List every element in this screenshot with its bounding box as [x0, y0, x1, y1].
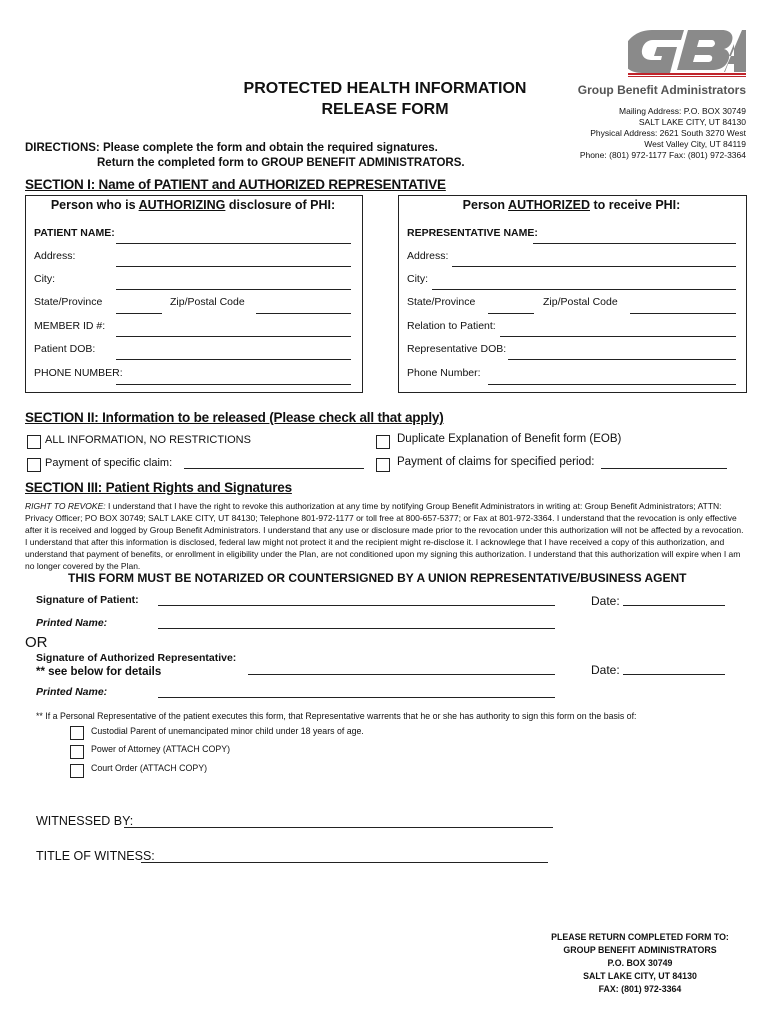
rep-signature-label: Signature of Authorized Representative: [36, 652, 237, 664]
all-information-label: ALL INFORMATION, NO RESTRICTIONS [45, 434, 251, 446]
right-to-revoke-paragraph [25, 500, 747, 572]
custodial-parent-label: Custodial Parent of unemancipated minor child under 18 years of age. [91, 726, 364, 736]
patient-address-input[interactable] [116, 266, 351, 267]
return-line: FAX: (801) 972-3364 [598, 984, 682, 994]
rep-state-input[interactable] [488, 313, 534, 314]
rep-city-label: City: [407, 273, 428, 285]
rep-city-input[interactable] [432, 289, 736, 290]
rep-name-input[interactable] [533, 243, 736, 244]
representative-box [398, 195, 747, 393]
power-of-attorney-label: Power of Attorney (ATTACH COPY) [91, 744, 230, 754]
address-line: Phone: (801) 972-1177 Fax: (801) 972-3364 [579, 150, 746, 160]
patient-dob-input[interactable] [116, 359, 351, 360]
patient-dob-label: Patient DOB: [34, 343, 96, 355]
rep-dob-label: Representative DOB: [407, 343, 507, 355]
specific-claim-input[interactable] [184, 468, 364, 469]
representative-column-heading: Person AUTHORIZED to receive PHI: [462, 198, 681, 212]
form-title-line1: PROTECTED HEALTH INFORMATION [243, 80, 527, 97]
patient-phone-input[interactable] [116, 384, 351, 385]
specified-period-checkbox[interactable] [376, 458, 390, 472]
patient-column-heading: Person who is AUTHORIZING disclosure of PHI: [50, 198, 336, 212]
patient-name-input[interactable] [116, 243, 351, 244]
see-below-note: ** see below for details [36, 666, 162, 678]
rep-signature-input[interactable] [248, 674, 555, 675]
patient-address-label: Address: [34, 250, 76, 262]
directions-line2: Return the completed form to GROUP BENEFIT ADMINISTRATORS. [97, 157, 465, 169]
directions-label: DIRECTIONS: [25, 142, 100, 154]
company-address [560, 106, 746, 161]
address-line: Mailing Address: P.O. BOX 30749 [619, 106, 746, 116]
relation-input[interactable] [500, 336, 736, 337]
specific-claim-checkbox[interactable] [27, 458, 41, 472]
personal-rep-note: ** If a Personal Representative of the patient executes this form, that Representative warrents that he or she has authority to sign this form on the basis of: [36, 711, 637, 721]
rep-printed-name-label: Printed Name: [36, 686, 108, 698]
title-of-witness-label: TITLE OF WITNESS: [36, 849, 155, 863]
form-title-line2: RELEASE FORM [321, 101, 449, 118]
patient-printed-name-input[interactable] [158, 628, 555, 629]
patient-date-input[interactable] [623, 605, 725, 606]
rep-address-input[interactable] [452, 266, 736, 267]
custodial-parent-checkbox[interactable] [70, 726, 84, 740]
member-id-input[interactable] [116, 336, 351, 337]
address-line: West Valley City, UT 84119 [644, 139, 746, 149]
address-line: SALT LAKE CITY, UT 84130 [638, 117, 746, 127]
rep-dob-input[interactable] [508, 359, 736, 360]
rep-date-label: Date: [591, 663, 620, 677]
member-id-label: MEMBER ID #: [34, 320, 106, 332]
court-order-label: Court Order (ATTACH COPY) [91, 763, 207, 773]
court-order-checkbox[interactable] [70, 764, 84, 778]
all-information-checkbox[interactable] [27, 435, 41, 449]
notarize-notice: THIS FORM MUST BE NOTARIZED OR COUNTERSIGNED BY A UNION REPRESENTATIVE/BUSINESS AGENT [68, 571, 687, 585]
patient-state-label: State/Province [34, 296, 103, 308]
patient-printed-name-label: Printed Name: [36, 617, 108, 629]
rep-zip-input[interactable] [630, 313, 736, 314]
specified-period-input[interactable] [601, 468, 727, 469]
rep-date-input[interactable] [623, 674, 725, 675]
patient-zip-input[interactable] [256, 313, 351, 314]
return-line: GROUP BENEFIT ADMINISTRATORS [563, 945, 717, 955]
patient-date-label: Date: [591, 594, 620, 608]
section3-heading: SECTION III: Patient Rights and Signatures [25, 480, 292, 495]
return-address-block [540, 931, 740, 996]
patient-name-label: PATIENT NAME: [34, 227, 115, 239]
return-line: SALT LAKE CITY, UT 84130 [583, 971, 697, 981]
return-line: P.O. BOX 30749 [607, 958, 673, 968]
rep-printed-name-input[interactable] [158, 697, 555, 698]
directions [25, 141, 545, 171]
or-separator: OR [25, 634, 48, 651]
rep-zip-label: Zip/Postal Code [543, 296, 618, 308]
patient-phone-label: PHONE NUMBER: [34, 367, 123, 379]
rep-name-label: REPRESENTATIVE NAME: [407, 227, 538, 239]
section1-heading: SECTION I: Name of PATIENT and AUTHORIZED REPRESENTATIVE [25, 177, 446, 192]
eob-checkbox[interactable] [376, 435, 390, 449]
witnessed-by-label: WITNESSED BY: [36, 814, 134, 828]
company-name: Group Benefit Administrators [577, 83, 746, 97]
section2-heading: SECTION II: Information to be released (Please check all that apply) [25, 410, 444, 425]
patient-signature-label: Signature of Patient: [36, 594, 139, 606]
return-line: PLEASE RETURN COMPLETED FORM TO: [551, 932, 729, 942]
right-to-revoke-text: I understand that I have the right to revoke this authorization at any time by notifying Group Benefit Administrators in writing at: Group Benefit Administrators; ATTN: Privacy Officer; PO BOX 30749; SALT LAKE CITY, UT 84130; Telephone 801-972-1177 or toll free at 800-657-5377; or Fax at 801-972-3364. I understand that the revocation is only effective after it is received and logged by Group Benefit Administrators. I understand that any use or disclosure made prior to the revocation under this authorization will not be affected by a revocation. I understand that after this information is disclosed, federal law might not protect it and the recipient might re-disclose it. I acknowlege that I have received a copy of this authorization, and understand that payment of benefits, or enrollment in eligibility under the Plan, are not conditioned upon my signing this authorization. I understand that this authorization will expire when I am no longer covered by the Plan. [25, 501, 744, 571]
patient-box [25, 195, 363, 393]
right-to-revoke-label: RIGHT TO REVOKE: [25, 501, 106, 511]
patient-zip-label: Zip/Postal Code [170, 296, 245, 308]
patient-signature-input[interactable] [158, 605, 555, 606]
patient-city-input[interactable] [116, 289, 351, 290]
rep-address-label: Address: [407, 250, 449, 262]
title-of-witness-input[interactable] [141, 862, 548, 863]
patient-city-label: City: [34, 273, 55, 285]
specified-period-label: Payment of claims for specified period: [397, 456, 595, 468]
patient-state-input[interactable] [116, 313, 162, 314]
relation-label: Relation to Patient: [407, 320, 496, 332]
power-of-attorney-checkbox[interactable] [70, 745, 84, 759]
company-logo [628, 28, 746, 80]
rep-phone-label: Phone Number: [407, 367, 481, 379]
eob-label: Duplicate Explanation of Benefit form (EOB) [397, 433, 622, 445]
address-line: Physical Address: 2621 South 3270 West [590, 128, 746, 138]
specific-claim-label: Payment of specific claim: [45, 457, 173, 469]
rep-phone-input[interactable] [488, 384, 736, 385]
rep-state-label: State/Province [407, 296, 476, 308]
directions-line1: Please complete the form and obtain the required signatures. [102, 142, 438, 154]
witnessed-by-input[interactable] [124, 827, 553, 828]
